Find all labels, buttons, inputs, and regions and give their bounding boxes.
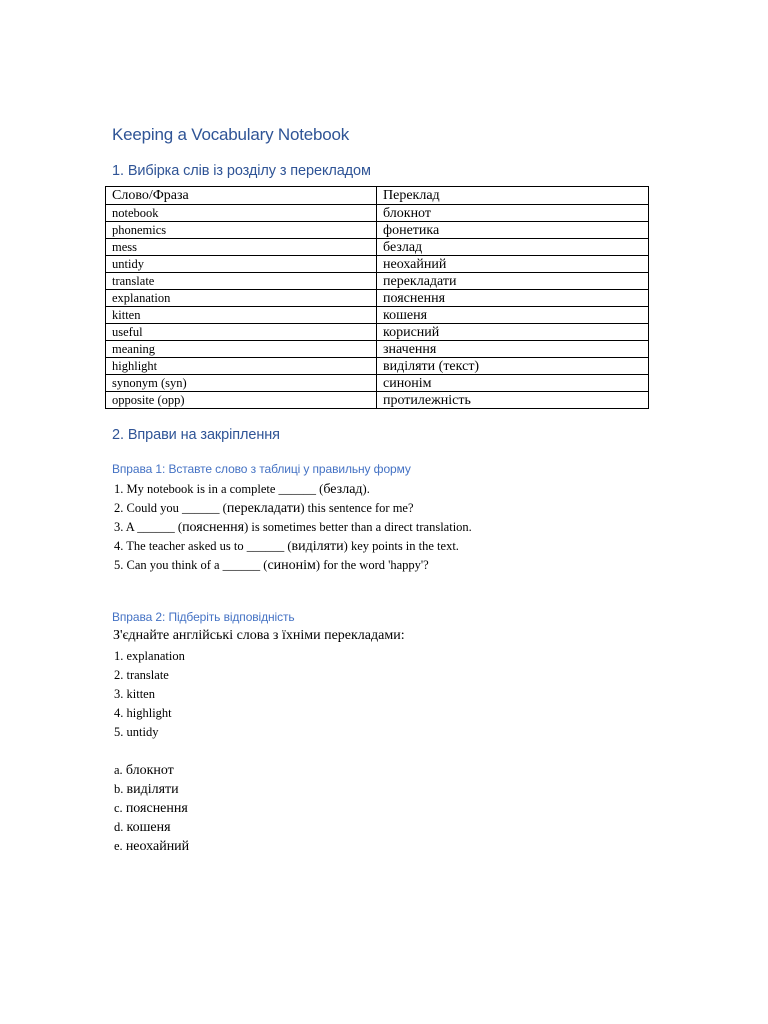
item-text: ).: [362, 482, 370, 496]
item-text: ) is sometimes better than a direct translation.: [244, 520, 472, 534]
table-row: [106, 256, 649, 273]
table-cell-translation: пояснення: [377, 290, 649, 307]
option-label: a.: [114, 763, 126, 777]
item-text: 1. My notebook is in a complete ______ (: [114, 482, 324, 496]
table-row: [106, 392, 649, 409]
item-hint: виділяти: [291, 539, 344, 554]
item-hint: синонім: [267, 558, 316, 573]
item-text: 2. Could you ______ (: [114, 501, 227, 515]
table-cell-translation: неохайний: [377, 256, 649, 273]
table-cell-word: useful: [106, 324, 377, 341]
table-header-word: Слово/Фраза: [106, 187, 377, 205]
option-item: [114, 780, 189, 799]
exercise-1-heading: Вправа 1: Вставте слово з таблиці у правильну форму: [112, 462, 411, 476]
table-cell-word: mess: [106, 239, 377, 256]
list-item: 1. explanation: [114, 649, 185, 663]
table-cell-translation: безлад: [377, 239, 649, 256]
option-word: блокнот: [125, 763, 174, 778]
option-word: виділяти: [126, 782, 179, 797]
table-cell-word: highlight: [106, 358, 377, 375]
table-cell-word: opposite (opp): [106, 392, 377, 409]
section-1-heading: 1. Вибірка слів із розділу з перекладом: [112, 163, 371, 179]
table-row: [106, 341, 649, 358]
table-cell-translation: кошеня: [377, 307, 649, 324]
table-row: [106, 358, 649, 375]
exercise-1-list: [114, 480, 472, 575]
item-text: ) key points in the text.: [343, 539, 459, 553]
option-label: d.: [114, 820, 127, 834]
vocabulary-table: [105, 186, 649, 409]
item-text: ) for the word 'happy'?: [315, 558, 429, 572]
table-cell-word: translate: [106, 273, 377, 290]
table-cell-word: kitten: [106, 307, 377, 324]
option-word: неохайний: [125, 839, 190, 854]
section-2-heading: 2. Вправи на закріплення: [112, 427, 280, 443]
option-item: [114, 837, 189, 856]
option-label: e.: [114, 839, 126, 853]
table-cell-word: untidy: [106, 256, 377, 273]
list-item: 3. kitten: [114, 687, 155, 701]
option-word: кошеня: [126, 820, 171, 835]
table-cell-word: meaning: [106, 341, 377, 358]
table-row: [106, 290, 649, 307]
exercise-1-item: [114, 499, 472, 518]
table-row: [106, 222, 649, 239]
item-text: 4. The teacher asked us to ______ (: [114, 539, 292, 553]
item-text: 3. A ______ (: [114, 520, 183, 534]
table-row: [106, 307, 649, 324]
table-cell-translation: блокнот: [377, 205, 649, 222]
table-cell-translation: корисний: [377, 324, 649, 341]
item-text: 5. Can you think of a ______ (: [114, 558, 268, 572]
table-cell-translation: протилежність: [377, 392, 649, 409]
table-row: [106, 239, 649, 256]
document-title: Keeping a Vocabulary Notebook: [112, 125, 350, 144]
table-cell-word: synonym (syn): [106, 375, 377, 392]
option-item: [114, 818, 189, 837]
item-hint: перекладати: [226, 501, 301, 516]
table-cell-word: notebook: [106, 205, 377, 222]
table-cell-word: phonemics: [106, 222, 377, 239]
exercise-2-heading: Вправа 2: Підберіть відповідність: [112, 610, 295, 624]
table-row: [106, 324, 649, 341]
option-item: [114, 799, 189, 818]
item-text: ) this sentence for me?: [300, 501, 414, 515]
exercise-2-options-list: [114, 761, 189, 856]
table-cell-word: explanation: [106, 290, 377, 307]
table-cell-translation: значення: [377, 341, 649, 358]
exercise-2-english-list: [114, 647, 185, 742]
option-label: b.: [114, 782, 127, 796]
table-cell-translation: виділяти (текст): [377, 358, 649, 375]
exercise-1-item: [114, 556, 472, 575]
table-cell-translation: фонетика: [377, 222, 649, 239]
item-hint: безлад: [323, 482, 363, 497]
table-header-row: [106, 187, 649, 205]
option-word: пояснення: [125, 801, 188, 816]
exercise-1-item: [114, 518, 472, 537]
list-item: 2. translate: [114, 668, 169, 682]
option-label: c.: [114, 801, 126, 815]
table-row: [106, 375, 649, 392]
list-item: 5. untidy: [114, 725, 159, 739]
exercise-2-intro: З'єднайте англійські слова з їхніми перекладами:: [113, 628, 405, 643]
table-cell-translation: перекладати: [377, 273, 649, 290]
exercise-1-item: [114, 537, 472, 556]
list-item: 4. highlight: [114, 706, 172, 720]
exercise-1-item: [114, 480, 472, 499]
table-header-translation: Переклад: [377, 187, 649, 205]
table-row: [106, 205, 649, 222]
table-row: [106, 273, 649, 290]
option-item: [114, 761, 189, 780]
table-cell-translation: синонім: [377, 375, 649, 392]
item-hint: пояснення: [182, 520, 245, 535]
